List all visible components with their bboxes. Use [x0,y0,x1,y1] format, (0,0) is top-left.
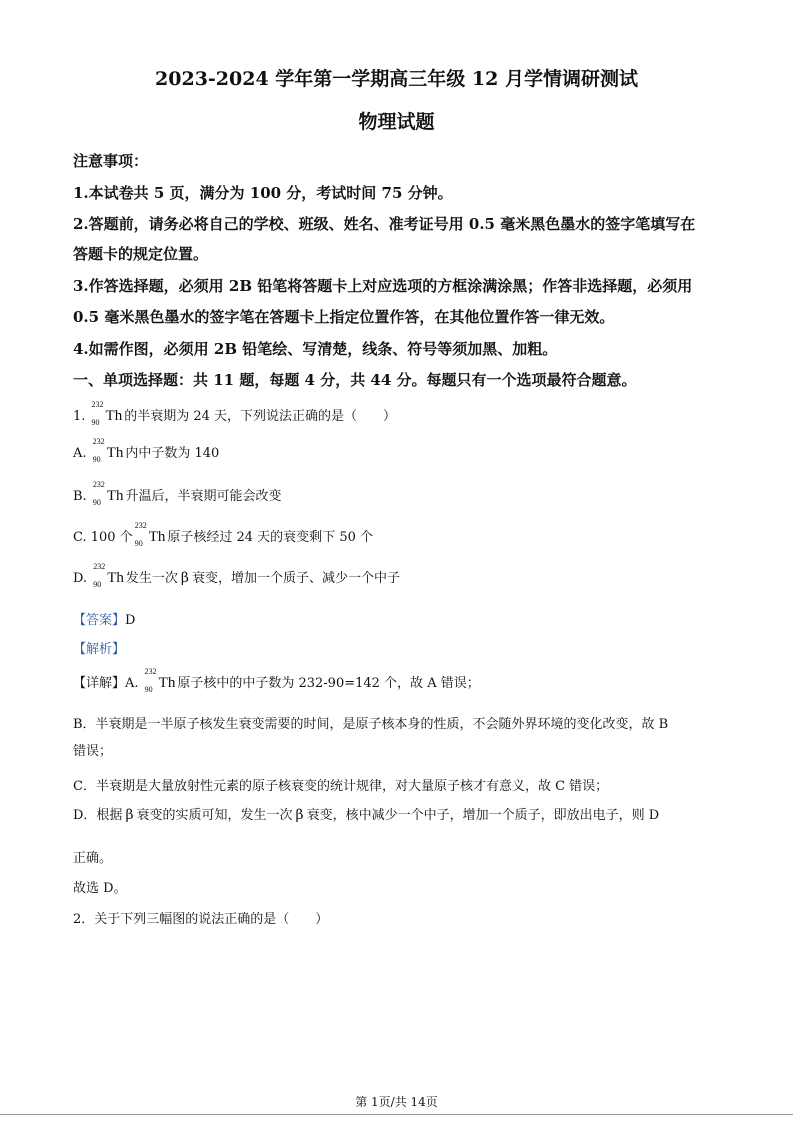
section-1-heading: 一、单项选择题：共 11 题，每题 4 分，共 44 分。每题只有一个选项最符合题意。 [73,371,637,389]
question-2-stem: 2．关于下列三幅图的说法正确的是（ ） [73,912,329,927]
detail-d-line1: D．根据 β 衰变的实质可知，发生一次 β 衰变，核中减少一个中子，增加一个质子，即放出电子，则 D [73,807,660,823]
exam-title: 2023-2024 学年第一学期高三年级 12 月学情调研测试 [155,68,638,90]
thorium-nuclide: 232 90 Th [134,521,166,548]
question-1-text: 的半衰期为 24 天，下列说法正确的是（ ） [124,409,397,424]
bottom-divider [0,1114,793,1115]
detail-a: 【详解】A. 232 90 Th 原子核中的中子数为 232-90=142 个，故 A 错误； [73,667,480,694]
note-2-line2: 答题卡的规定位置。 [73,245,209,263]
option-c: C. 100 个 232 90 Th 原子核经过 24 天的衰变剩下 50 个 [73,521,373,548]
thorium-nuclide: 232 90 Th [92,480,124,507]
note-4: 4.如需作图，必须用 2B 铅笔绘、写清楚，线条、符号等须加黑、加粗。 [73,340,558,358]
conclusion: 故选 D。 [73,881,127,896]
beta-symbol: β [180,570,190,586]
analysis-tag: 【解析】 [73,642,126,657]
answer-value: D [125,613,136,628]
question-1-stem [73,400,397,427]
answer-line [73,609,135,628]
beta-symbol: β [125,807,134,823]
detail-c: C．半衰期是大量放射性元素的原子核衰变的统计规律，对大量原子核才有意义，故 C 错误； [73,779,609,794]
thorium-nuclide: 232 90 Th [93,562,124,589]
answer-tag: 【答案】 [73,613,126,628]
note-1: 1.本试卷共 5 页，满分为 100 分，考试时间 75 分钟。 [73,184,453,202]
detail-b-line1: B．半衰期是一半原子核发生衰变需要的时间，是原子核本身的性质，不会随外界环境的变化改变，故 B [73,717,669,732]
note-2-line1: 2.答题前，请务必将自己的学校、班级、姓名、准考证号用 0.5 毫米黑色墨水的签字笔填写在 [73,215,696,233]
question-number: 1. [73,409,86,424]
detail-b-line2: 错误； [73,744,113,759]
thorium-nuclide: 232 90 Th [91,400,123,427]
option-d: D. 232 90 Th 发生一次 β 衰变，增加一个质子、减少一个中子 [73,562,401,589]
page-footer: 第 1页/共 14页 [355,1095,438,1109]
note-3-line2: 0.5 毫米黑色墨水的签字笔在答题卡上指定位置作答，在其他位置作答一律无效。 [73,308,615,326]
thorium-nuclide: 232 90 Th [92,437,124,464]
thorium-nuclide: 232 90 Th [144,667,176,694]
option-a: A. 232 90 Th 内中子数为 140 [73,437,220,464]
note-3-line1: 3.作答选择题，必须用 2B 铅笔将答题卡上对应选项的方框涂满涂黑；作答非选择题，必须用 [73,277,693,295]
option-b: B. 232 90 Th 升温后，半衰期可能会改变 [73,480,282,507]
detail-d-line2: 正确。 [73,851,113,866]
subject-title: 物理试题 [358,111,435,133]
notes-heading: 注意事项： [73,152,149,170]
beta-symbol: β [295,807,304,823]
